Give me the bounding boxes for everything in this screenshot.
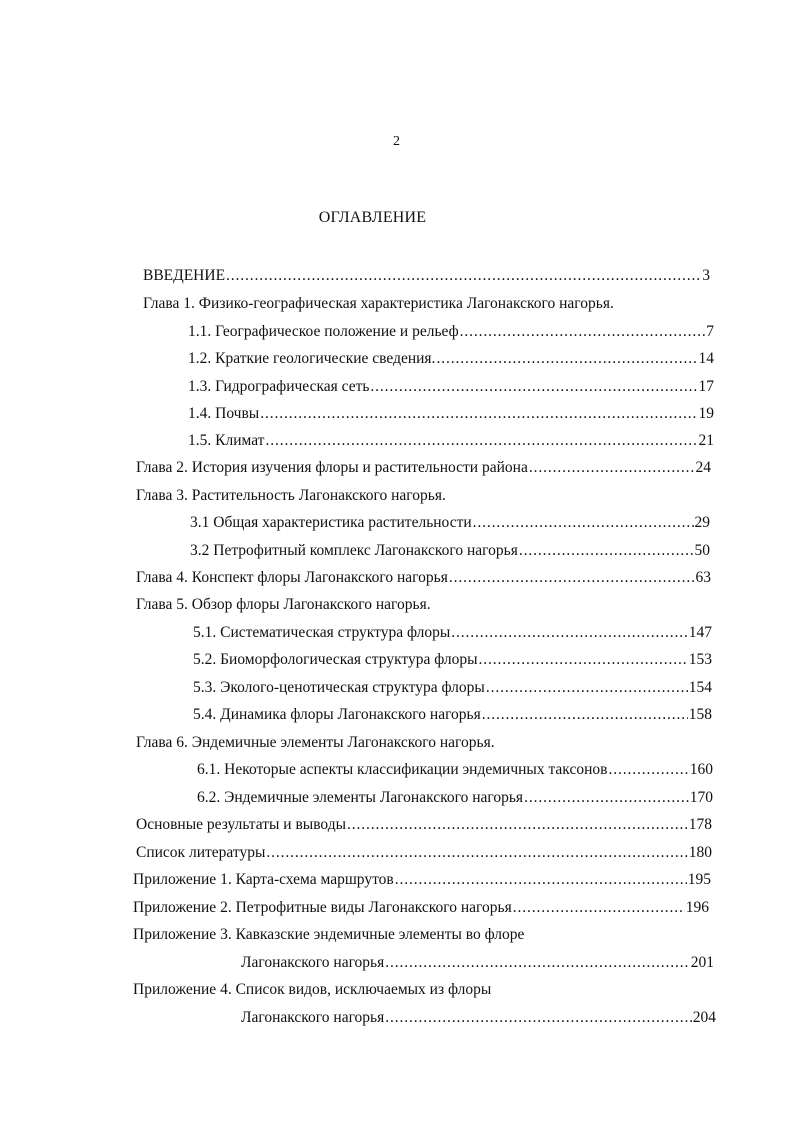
toc-entry-label: 5.3. Эколого-ценотическая структура флоры — [193, 679, 485, 696]
dot-leader — [385, 1008, 692, 1028]
toc-entry-appendix-2 — [133, 898, 709, 918]
toc-entry-label: 5.4. Динамика флоры Лагонакского нагорья — [193, 706, 481, 723]
toc-entry-page: 196 — [685, 899, 709, 916]
toc-entry-label: 1.5. Климат — [188, 432, 265, 449]
toc-entry-page: 195 — [687, 871, 711, 888]
toc-entry-label: 3.1 Общая характеристика растительности — [190, 514, 472, 531]
dot-leader — [347, 815, 688, 835]
toc-entry-appendix-1 — [133, 870, 711, 890]
toc-entry-label: 6.2. Эндемичные элементы Лагонакского нагорья — [197, 789, 524, 806]
toc-chapter-1: Глава 1. Физико-географическая характеристика Лагонакского нагорья. — [143, 295, 614, 312]
toc-entry-label: 5.2. Биоморфологическая структура флоры — [193, 651, 478, 668]
dot-leader — [479, 650, 688, 670]
dot-leader — [266, 843, 687, 863]
dot-leader — [460, 322, 706, 342]
toc-entry-3-1 — [190, 513, 710, 533]
toc-entry-page: 19 — [698, 405, 714, 422]
toc-entry-label: 1.4. Почвы — [188, 405, 260, 422]
toc-chapter-5: Глава 5. Обзор флоры Лагонакского нагорья. — [136, 596, 431, 613]
toc-entry-page: 158 — [688, 706, 712, 723]
toc-entry-bibliography — [136, 843, 712, 863]
toc-entry-label: Глава 2. История изучения флоры и растительности района — [136, 459, 528, 476]
toc-entry-page: 63 — [695, 569, 711, 586]
toc-entry-5-1 — [193, 623, 712, 643]
dot-leader — [370, 377, 697, 397]
toc-entry-page: 153 — [688, 651, 712, 668]
toc-chapter-3: Глава 3. Растительность Лагонакского нагорья. — [136, 487, 446, 504]
dot-leader — [449, 568, 695, 588]
dot-leader — [260, 404, 697, 424]
toc-entry-label: 3.2 Петрофитный комплекс Лагонакского нагорья — [190, 542, 518, 559]
toc-entry-1-1 — [188, 322, 714, 342]
toc-entry-label: Глава 4. Конспект флоры Лагонакского нагорья — [136, 569, 448, 586]
toc-entry-5-4 — [193, 705, 712, 725]
toc-entry-label: 1.3. Гидрографическая сеть — [188, 378, 370, 395]
dot-leader — [513, 898, 685, 918]
toc-entry-1-2 — [188, 349, 714, 369]
toc-entry-page: 170 — [689, 789, 713, 806]
toc-entry-label: Список литературы — [136, 844, 266, 861]
toc-appendix-3-title: Приложение 3. Кавказские эндемичные элементы во флоре — [133, 926, 525, 943]
toc-entry-3-2 — [190, 541, 710, 561]
toc-entry-1-5 — [188, 431, 714, 451]
toc-entry-label: 1.2. Краткие геологические сведения. — [188, 350, 436, 367]
dot-leader — [385, 953, 690, 973]
toc-title: ОГЛАВЛЕНИЕ — [318, 209, 427, 226]
toc-entry-page: 204 — [692, 1009, 716, 1026]
toc-entry-page: 147 — [688, 624, 712, 641]
dot-leader — [482, 705, 688, 725]
toc-entry-appendix-3 — [241, 953, 714, 973]
toc-entry-page: 154 — [688, 679, 712, 696]
toc-entry-page: 14 — [698, 350, 714, 367]
toc-entry-page: 29 — [694, 514, 710, 531]
toc-entry-chapter-4 — [136, 568, 711, 588]
toc-entry-page: 160 — [689, 761, 713, 778]
dot-leader — [226, 266, 701, 286]
dot-leader — [519, 541, 694, 561]
toc-entry-label: ВВЕДЕНИЕ — [143, 267, 226, 284]
toc-chapter-6: Глава 6. Эндемичные элементы Лагонакского нагорья. — [136, 734, 495, 751]
toc-entry-page: 50 — [694, 542, 710, 559]
toc-entry-page: 201 — [690, 954, 714, 971]
toc-entry-chapter-2 — [136, 458, 711, 478]
dot-leader — [451, 623, 687, 643]
dot-leader — [486, 678, 688, 698]
toc-entry-5-3 — [193, 678, 712, 698]
toc-entry-label: 5.1. Систематическая структура флоры — [193, 624, 451, 641]
toc-entry-label: 1.1. Географическое положение и рельеф — [188, 323, 459, 340]
toc-entry-label: 6.1. Некоторые аспекты классификации эндемичных таксонов — [197, 761, 608, 778]
toc-entry-label: Приложение 1. Карта-схема маршрутов — [133, 871, 394, 888]
toc-appendix-4-title: Приложение 4. Список видов, исключаемых из флоры — [133, 981, 492, 998]
dot-leader — [529, 458, 695, 478]
toc-entry-page: 180 — [688, 844, 712, 861]
toc-entry-label: Лагонакского нагорья — [241, 954, 385, 971]
dot-leader — [265, 431, 697, 451]
toc-entry-introduction — [143, 266, 710, 286]
toc-entry-page: 7 — [706, 323, 714, 340]
toc-entry-results — [136, 815, 712, 835]
dot-leader — [608, 760, 688, 780]
toc-entry-appendix-4 — [241, 1008, 716, 1028]
dot-leader — [473, 513, 694, 533]
toc-entry-page: 3 — [702, 267, 710, 284]
dot-leader — [524, 788, 689, 808]
toc-entry-page: 24 — [695, 459, 711, 476]
toc-entry-6-2 — [197, 788, 713, 808]
toc-entry-label: Приложение 2. Петрофитные виды Лагонакского нагорья — [133, 899, 512, 916]
toc-entry-5-2 — [193, 650, 712, 670]
dot-leader — [395, 870, 687, 890]
toc-entry-page: 21 — [698, 432, 714, 449]
toc-entry-label: Лагонакского нагорья — [241, 1009, 385, 1026]
page-number: 2 — [393, 134, 400, 149]
toc-entry-1-4 — [188, 404, 714, 424]
toc-entry-1-3 — [188, 377, 714, 397]
dot-leader — [436, 349, 697, 369]
toc-entry-page: 17 — [698, 378, 714, 395]
toc-entry-label: Основные результаты и выводы — [136, 816, 347, 833]
toc-entry-page: 178 — [688, 816, 712, 833]
toc-entry-6-1 — [197, 760, 713, 780]
